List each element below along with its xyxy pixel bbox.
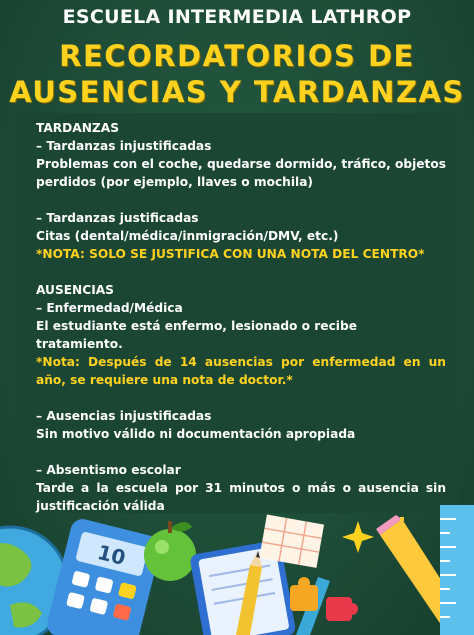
page-title-line-1: RECORDATORIOS DE (59, 39, 415, 73)
sparkle-icon (342, 521, 374, 553)
spacer (36, 263, 446, 281)
spacer (36, 443, 446, 461)
apple-icon (144, 521, 196, 581)
absentismo-text: Tarde a la escuela por 31 minutos o más o ausencia sin justificación válida (36, 481, 446, 513)
school-supplies-illustration (0, 505, 474, 635)
tardanzas-injustificadas-text: Problemas con el coche, quedarse dormido, tráfico, objetos perdidos (por ejemplo, llaves o mochila) (36, 157, 446, 189)
spacer (36, 389, 446, 407)
calculator-display: 10 (95, 539, 129, 570)
page-title-line-2: AUSENCIAS Y TARDANZAS (9, 75, 465, 109)
ausencias-injustificadas-label: – Ausencias injustificadas (36, 409, 212, 423)
ruler-icon (440, 505, 474, 635)
reminder-content (36, 119, 446, 515)
ausencias-heading: AUSENCIAS (36, 283, 114, 297)
ausencias-enfermedad-text: El estudiante está enfermo, lesionado o recibe tratamiento. (36, 319, 357, 351)
ausencias-nota: *Nota: Después de 14 ausencias por enfermedad en un año, se requiere una nota de doctor.* (36, 355, 446, 387)
puzzle-piece-icon (290, 577, 318, 611)
spacer (36, 191, 446, 209)
absentismo-label: – Absentismo escolar (36, 463, 181, 477)
tardanzas-heading: TARDANZAS (36, 121, 119, 135)
calculator-icon (45, 517, 163, 635)
ausencias-injustificadas-text: Sin motivo válido ni documentación apropiada (36, 427, 356, 441)
tardanzas-injustificadas-label: – Tardanzas injustificadas (36, 139, 212, 153)
school-name: ESCUELA INTERMEDIA LATHROP (62, 6, 412, 28)
tardanzas-justificadas-label: – Tardanzas justificadas (36, 211, 199, 225)
ausencias-enfermedad-label: – Enfermedad/Médica (36, 301, 183, 315)
tardanzas-nota: *NOTA: SOLO SE JUSTIFICA CON UNA NOTA DEL CENTRO* (36, 247, 425, 261)
tardanzas-justificadas-text: Citas (dental/médica/inmigración/DMV, etc.) (36, 229, 339, 243)
puzzle-piece-icon (326, 597, 358, 621)
